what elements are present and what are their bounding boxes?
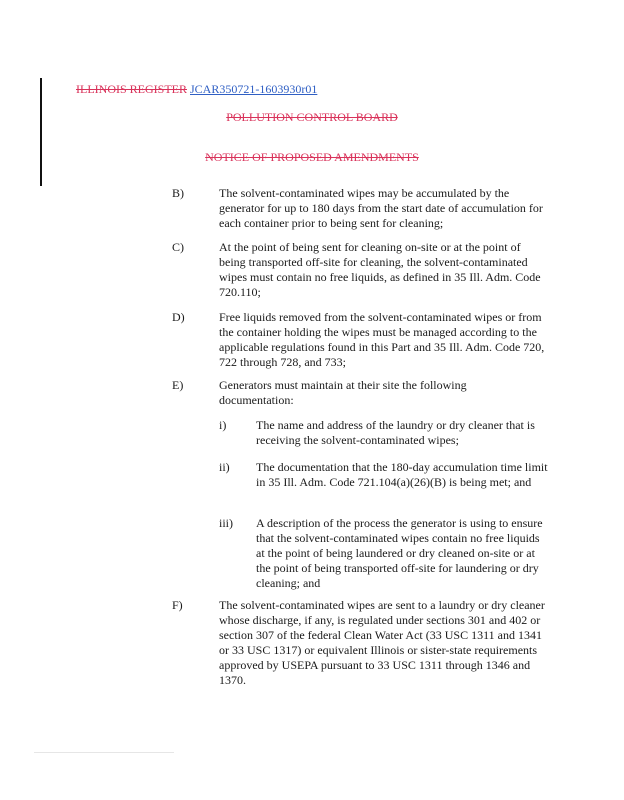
- item-text: The solvent-contaminated wipes are sent to a laundry or dry cleaner whose discharge, if any, is regulated under sections 301 and 402 or section 307 of the federal Clean Water Act (33 USC 1311 and 1341 or 33 USC 1317) or equivalent Illinois or sister-state requirements approved by USEPA pursuant to 33 USC 1311 through 1346 and 1370.: [219, 598, 545, 687]
- item-text: The solvent-contaminated wipes may be accumulated by the generator for up to 180 days from the start date of accumulation for each container prior to being sent for cleaning;: [219, 186, 543, 230]
- notice-title: NOTICE OF PROPOSED AMENDMENTS: [205, 150, 419, 164]
- item-text: The documentation that the 180-day accumulation time limit in 35 Ill. Adm. Code 721.104(a)(26)(B) is being met; and: [256, 460, 548, 489]
- item-text: A description of the process the generator is using to ensure that the solvent-contaminated wipes contain no free liquids at the point of being laundered or dry cleaned on-site or at the point of being transported off-site for laundering or dry cleaning; and: [256, 516, 543, 590]
- item-text: Free liquids removed from the solvent-contaminated wipes or from the container holding the wipes must be managed according to the applicable regulations found in this Part and 35 Ill. Adm. Code 720, 722 through 728, and 733;: [219, 310, 545, 369]
- item-label: D): [172, 310, 185, 324]
- item-text: The name and address of the laundry or dry cleaner that is receiving the solvent-contaminated wipes;: [256, 418, 535, 447]
- register-header: [76, 82, 317, 97]
- item-label: C): [172, 240, 184, 254]
- footer-rule: [34, 752, 174, 753]
- item-text: At the point of being sent for cleaning on-site or at the point of being transported off-site for cleaning, the solvent-contaminated wipes must contain no free liquids, as defined in 35 Ill. Adm. Code 720.110;: [219, 240, 541, 299]
- item-label: F): [172, 598, 183, 612]
- item-label: i): [219, 418, 227, 432]
- item-label: B): [172, 186, 184, 200]
- jcar-id-inserted: JCAR350721-1603930r01: [190, 82, 318, 96]
- item-label: ii): [219, 460, 230, 474]
- item-label: iii): [219, 516, 233, 530]
- item-text: Generators must maintain at their site the following documentation:: [219, 378, 467, 407]
- board-title: POLLUTION CONTROL BOARD: [226, 110, 398, 124]
- item-label: E): [172, 378, 184, 392]
- register-title-deleted: ILLINOIS REGISTER: [76, 82, 187, 96]
- revision-bar: [40, 78, 42, 186]
